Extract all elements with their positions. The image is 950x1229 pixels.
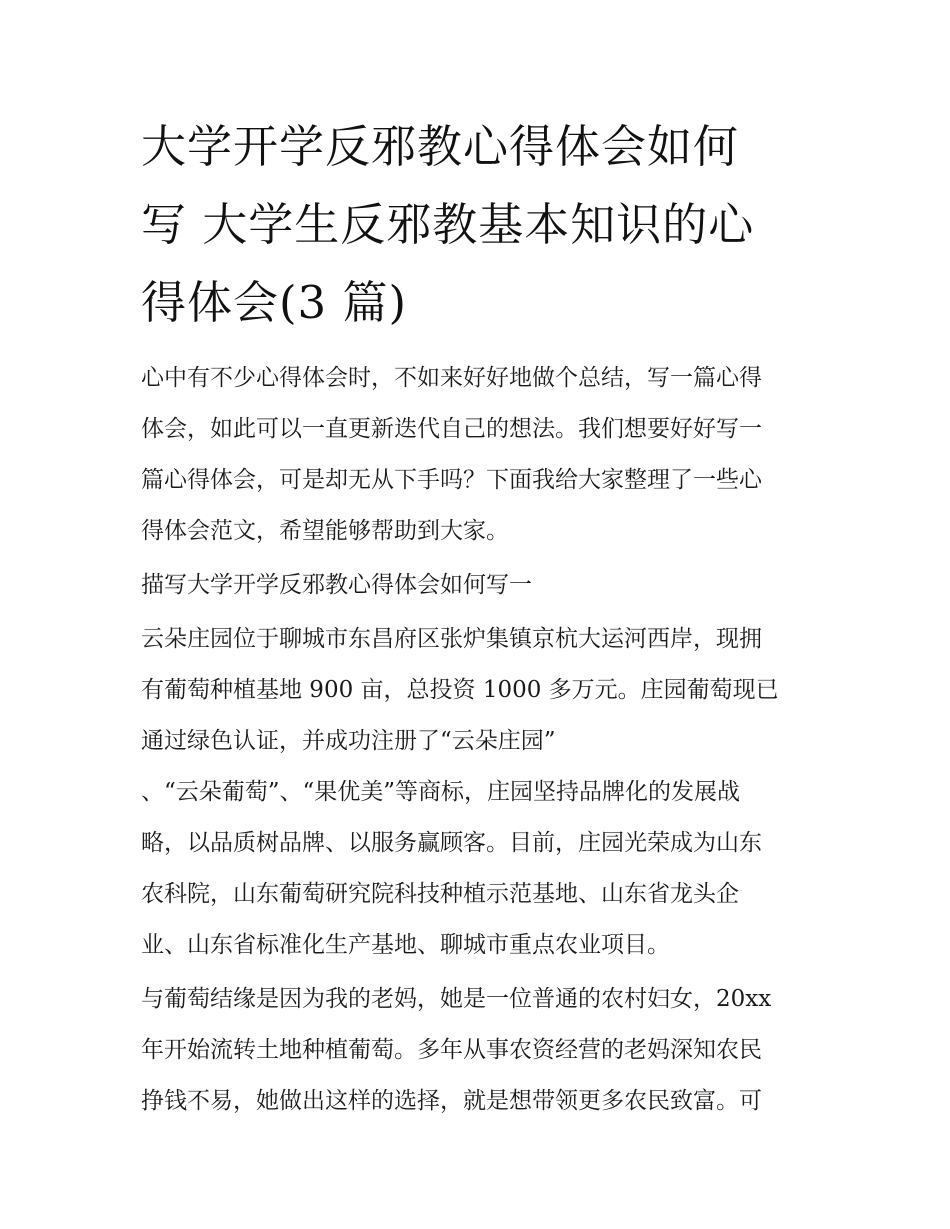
text-line: 心中有不少心得体会时，不如来好好地做个总结，写一篇心得 [141, 365, 762, 391]
text-line: 略，以品质树品牌、以服务赢顾客。目前，庄园光荣成为山东 [141, 830, 762, 856]
paragraph [141, 974, 821, 1127]
section-heading [141, 560, 821, 611]
title-line: 得体会(3 篇) [141, 276, 408, 329]
text-line: 与葡萄结缘是因为我的老妈，她是一位普通的农村妇女，20xx [141, 986, 772, 1012]
text-line: 得体会范文，希望能够帮助到大家。 [141, 518, 509, 544]
intro-paragraph [141, 353, 821, 557]
text-line: 描写大学开学反邪教心得体会如何写一 [141, 572, 532, 598]
text-line: 篇心得体会，可是却无从下手吗？下面我给大家整理了一些心 [141, 467, 762, 493]
document-title [141, 108, 821, 342]
text-line: 、“云朵葡萄”、“果优美”等商标，庄园坚持品牌化的发展战 [141, 779, 741, 805]
text-line: 年开始流转土地种植葡萄。多年从事农资经营的老妈深知农民 [141, 1037, 762, 1063]
document-body [141, 353, 821, 1127]
text-line: 农科院，山东葡萄研究院科技种植示范基地、山东省龙头企 [141, 881, 739, 907]
paragraph [141, 767, 821, 971]
text-line: 挣钱不易，她做出这样的选择，就是想带领更多农民致富。可 [141, 1088, 762, 1114]
title-line: 写 大学生反邪教基本知识的心 [141, 198, 755, 251]
text-line: 业、山东省标准化生产基地、聊城市重点农业项目。 [141, 932, 670, 958]
text-line: 通过绿色认证，并成功注册了“云朵庄园” [141, 728, 556, 754]
text-line: 云朵庄园位于聊城市东昌府区张炉集镇京杭大运河西岸，现拥 [141, 626, 762, 652]
title-line: 大学开学反邪教心得体会如何 [141, 120, 740, 173]
paragraph [141, 614, 821, 767]
text-line: 体会，如此可以一直更新迭代自己的想法。我们想要好好写一 [141, 416, 762, 442]
text-line: 有葡萄种植基地 900 亩，总投资 1000 多万元。庄园葡萄现已 [141, 677, 779, 703]
